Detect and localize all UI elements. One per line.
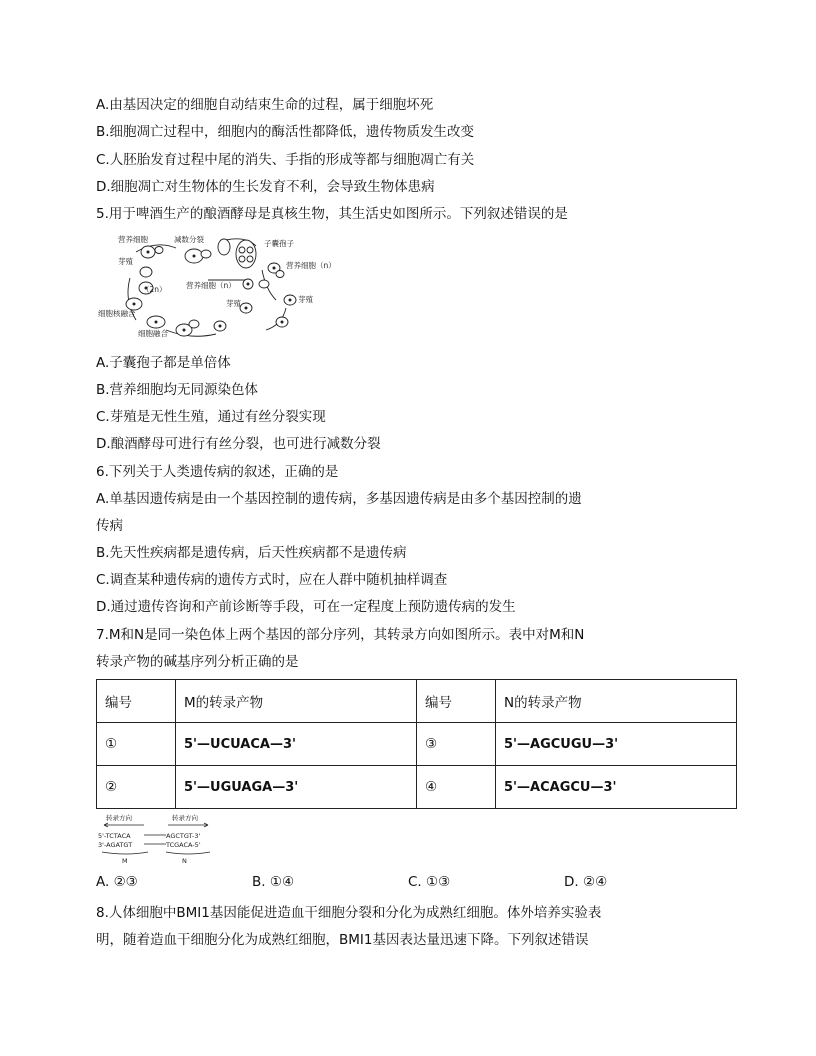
- label-vegetative-right: 营养细胞（n）: [286, 261, 336, 270]
- table-row: [97, 723, 737, 766]
- q6-option-d: D.通过遗传咨询和产前诊断等手段，可在一定程度上预防遗传病的发生: [96, 599, 516, 615]
- q7-choice-c: C. ①③: [408, 874, 451, 890]
- label-cell-fusion: 细胞融合: [138, 329, 168, 338]
- table-cell: ④: [417, 766, 496, 809]
- q8-stem-line2: 明，随着造血干细胞分化为成熟红细胞，BMI1基因表达量迅速下降。下列叙述错误: [96, 932, 589, 948]
- label-nuclear-fusion: 细胞核融合: [98, 309, 136, 318]
- table-cell: 5'—AGCUGU—3': [496, 723, 737, 766]
- table-header: 编号: [97, 680, 176, 723]
- table-header: M的转录产物: [176, 680, 417, 723]
- label-n-bottom: TCGACA-5': [166, 841, 201, 849]
- q6-option-a-line2: 传病: [96, 518, 123, 534]
- q7-stem-line2: 转录产物的碱基序列分析正确的是: [96, 654, 299, 670]
- label-m-top: 5'-TCTACA: [98, 832, 131, 840]
- table-cell: ①: [97, 723, 176, 766]
- q5-option-a: A.子囊孢子都是单倍体: [96, 355, 231, 371]
- q8-stem-line1: 8.人体细胞中BMI1基因能促进造血干细胞分裂和分化为成熟红细胞。体外培养实验表: [96, 905, 602, 921]
- label-direction-left: 转录方向: [106, 814, 132, 822]
- label-m-bottom: 3'-AGATGT: [98, 841, 133, 849]
- label-m: M: [122, 857, 128, 865]
- mn-gene-direction-figure: [96, 812, 218, 866]
- q6-option-c: C.调查某种遗传病的遗传方式时，应在人群中随机抽样调查: [96, 572, 448, 588]
- label-ascospore: 子囊孢子: [264, 239, 294, 248]
- q6-stem: 6.下列关于人类遗传病的叙述，正确的是: [96, 464, 339, 480]
- label-budding-right: 芽殖: [298, 295, 313, 304]
- table-header-row: [97, 680, 737, 723]
- label-n-top: AGCTGT-3': [166, 832, 201, 840]
- q5-stem: 5.用于啤酒生产的酿酒酵母是真核生物，其生活史如图所示。下列叙述错误的是: [96, 206, 568, 222]
- q5-option-d: D.酿酒酵母可进行有丝分裂，也可进行减数分裂: [96, 436, 381, 452]
- q5-option-c: C.芽殖是无性生殖，通过有丝分裂实现: [96, 409, 326, 425]
- table-row: [97, 766, 737, 809]
- q4-option-a: A.由基因决定的细胞自动结束生命的过程，属于细胞坏死: [96, 97, 434, 113]
- q4-option-c: C.人胚胎发育过程中尾的消失、手指的形成等都与细胞凋亡有关: [96, 152, 475, 168]
- label-vegetative-top: 营养细胞: [118, 235, 148, 244]
- q4-option-b: B.细胞凋亡过程中，细胞内的酶活性都降低，遗传物质发生改变: [96, 124, 475, 140]
- label-direction-right: 转录方向: [172, 814, 198, 822]
- q7-choice-a: A. ②③: [96, 874, 138, 890]
- table-cell: ③: [417, 723, 496, 766]
- q6-option-a-line1: A.单基因遗传病是由一个基因控制的遗传病，多基因遗传病是由多个基因控制的遗: [96, 491, 582, 507]
- table-cell: 5'—ACAGCU—3': [496, 766, 737, 809]
- q7-choice-d: D. ②④: [564, 874, 608, 890]
- q4-option-d: D.细胞凋亡对生物体的生长发育不利，会导致生物体患病: [96, 179, 435, 195]
- label-vegetative-center: 营养细胞（n）: [186, 281, 236, 290]
- label-meiosis: 减数分裂: [174, 235, 204, 244]
- q7-choice-b: B. ①④: [252, 874, 295, 890]
- q7-stem-line1: 7.M和N是同一染色体上两个基因的部分序列，其转录方向如图所示。表中对M和N: [96, 627, 585, 643]
- label-diploid: （2n）: [142, 285, 167, 294]
- label-n: N: [182, 857, 187, 865]
- table-header: N的转录产物: [496, 680, 737, 723]
- transcript-table: [96, 679, 737, 809]
- q5-option-b: B.营养细胞均无同源染色体: [96, 382, 259, 398]
- label-budding-center: 芽殖: [226, 299, 241, 308]
- label-budding-left: 芽殖: [118, 257, 133, 266]
- yeast-life-cycle-figure: [96, 230, 358, 346]
- table-cell: ②: [97, 766, 176, 809]
- q6-option-b: B.先天性疾病都是遗传病，后天性疾病都不是遗传病: [96, 545, 407, 561]
- table-header: 编号: [417, 680, 496, 723]
- table-cell: 5'—UCUACA—3': [176, 723, 417, 766]
- q7-choices: [96, 874, 716, 894]
- table-cell: 5'—UGUAGA—3': [176, 766, 417, 809]
